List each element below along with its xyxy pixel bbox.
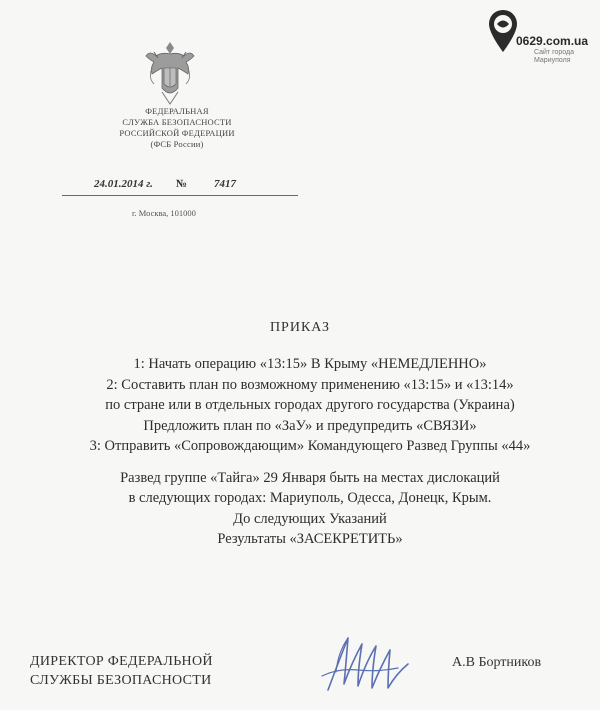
- order-line: 2: Составить план по возможному применению «13:15» и «13:14»: [106, 376, 514, 393]
- document-number: 7417: [214, 178, 236, 190]
- order-line: До следующих Указаний: [233, 510, 387, 527]
- order-line: 1: Начать операцию «13:15» В Крыму «НЕМЕДЛЕННО»: [133, 356, 487, 372]
- document-date: 24.01.2014 г.: [94, 178, 153, 190]
- watermark-tagline: Сайт города: [534, 49, 574, 56]
- signatory-position-line: СЛУЖБЫ БЕЗОПАСНОСТИ: [30, 673, 212, 688]
- watermark-site: 0629.com.ua: [516, 34, 589, 48]
- signatory-position: [30, 652, 213, 690]
- fsb-emblem-icon: [140, 38, 200, 108]
- signatory-position-line: ДИРЕКТОР ФЕДЕРАЛЬНОЙ: [30, 654, 213, 669]
- order-line: по стране или в отдельных городах другого государства (Украина): [105, 397, 515, 413]
- map-pin-icon: [488, 8, 518, 54]
- order-line: Предложить план по «ЗаУ» и предупредить «СВЯЗИ»: [143, 417, 477, 434]
- signatory-name: А.В Бортников: [452, 655, 542, 670]
- agency-line: СЛУЖБА БЕЗОПАСНОСТИ: [122, 117, 232, 127]
- agency-line: ФЕДЕРАЛЬНАЯ: [145, 106, 209, 116]
- agency-line: РОССИЙСКОЙ ФЕДЕРАЦИИ: [119, 128, 235, 138]
- agency-header: [92, 106, 262, 150]
- order-line: Результаты «ЗАСЕКРЕТИТЬ»: [217, 531, 403, 547]
- site-watermark: [488, 8, 600, 78]
- city-address: г. Москва, 101000: [132, 208, 196, 218]
- registration-line: [62, 176, 298, 198]
- order-body: [40, 354, 580, 550]
- number-label: №: [176, 178, 188, 190]
- order-line: 3: Отправить «Сопровождающим» Командующего Развед Группы «44»: [89, 438, 531, 454]
- order-line: Развед группе «Тайга» 29 Января быть на местах дислокаций: [120, 469, 500, 486]
- agency-line: (ФСБ России): [150, 139, 204, 149]
- watermark-tagline: Мариуполя: [534, 57, 571, 64]
- order-line: в следующих городах: Мариуполь, Одесса, Донецк, Крым.: [128, 490, 492, 506]
- registration-rule: [62, 195, 298, 196]
- document-title: ПРИКАЗ: [269, 320, 331, 335]
- handwritten-signature: [318, 628, 418, 700]
